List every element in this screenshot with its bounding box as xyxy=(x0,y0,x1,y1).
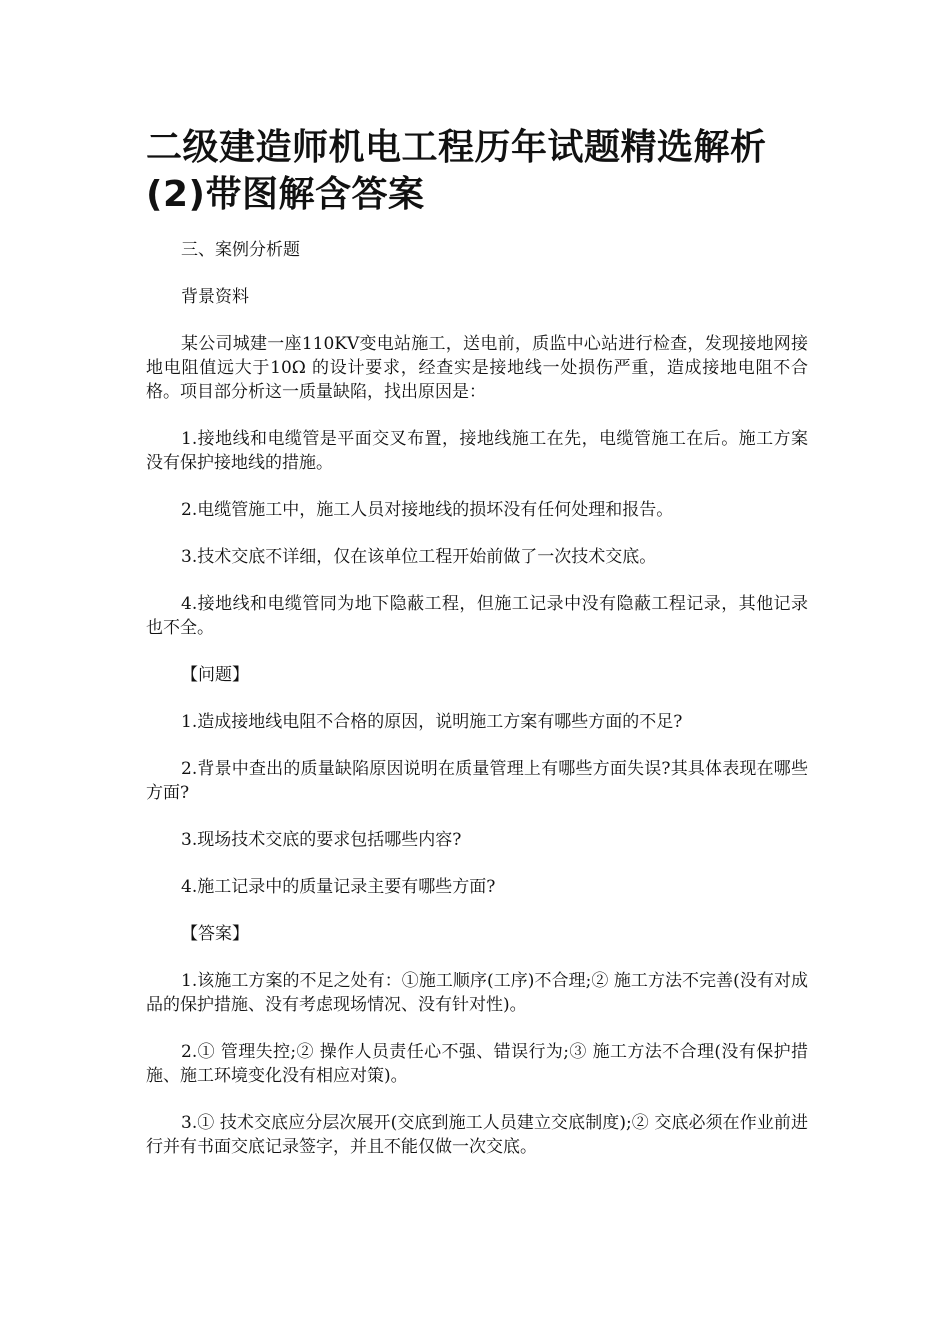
answer-item: 3.① 技术交底应分层次展开(交底到施工人员建立交底制度);② 交底必须在作业前进行并有书面交底记录签字，并且不能仅做一次交底。 xyxy=(146,1113,808,1157)
answer-item: 1.该施工方案的不足之处有：①施工顺序(工序)不合理;② 施工方法不完善(没有对成品的保护措施、没有考虑现场情况、没有针对性)。 xyxy=(146,971,808,1015)
cause-item: 2.电缆管施工中，施工人员对接地线的损坏没有任何处理和报告。 xyxy=(181,500,674,520)
document-page xyxy=(146,124,808,1182)
background-paragraph: 某公司城建一座110KV变电站施工，送电前，质监中心站进行检查，发现接地网接地电阻值远大于10Ω 的设计要求，经查实是接地线一处损伤严重，造成接地电阻不合格。项目部分析这一质量缺陷，找出原因是： xyxy=(146,334,808,402)
question-item: 2.背景中查出的质量缺陷原因说明在质量管理上有哪些方面失误?其具体表现在哪些方面? xyxy=(146,759,808,803)
document-title: 二级建造师机电工程历年试题精选解析(2)带图解含答案 xyxy=(146,127,767,215)
question-item: 1.造成接地线电阻不合格的原因，说明施工方案有哪些方面的不足? xyxy=(181,712,683,732)
section-heading: 三、案例分析题 xyxy=(181,240,300,260)
questions-heading: 【问题】 xyxy=(181,665,249,685)
cause-item: 4.接地线和电缆管同为地下隐蔽工程，但施工记录中没有隐蔽工程记录，其他记录也不全。 xyxy=(146,594,808,638)
question-item: 4.施工记录中的质量记录主要有哪些方面? xyxy=(181,877,496,897)
background-label: 背景资料 xyxy=(181,287,249,307)
answers-heading: 【答案】 xyxy=(181,924,249,944)
answer-item: 2.① 管理失控;② 操作人员责任心不强、错误行为;③ 施工方法不合理(没有保护措施、施工环境变化没有相应对策)。 xyxy=(146,1042,808,1086)
cause-item: 3.技术交底不详细，仅在该单位工程开始前做了一次技术交底。 xyxy=(181,547,657,567)
question-item: 3.现场技术交底的要求包括哪些内容? xyxy=(181,830,462,850)
cause-item: 1.接地线和电缆管是平面交叉布置，接地线施工在先，电缆管施工在后。施工方案没有保护接地线的措施。 xyxy=(146,429,808,473)
